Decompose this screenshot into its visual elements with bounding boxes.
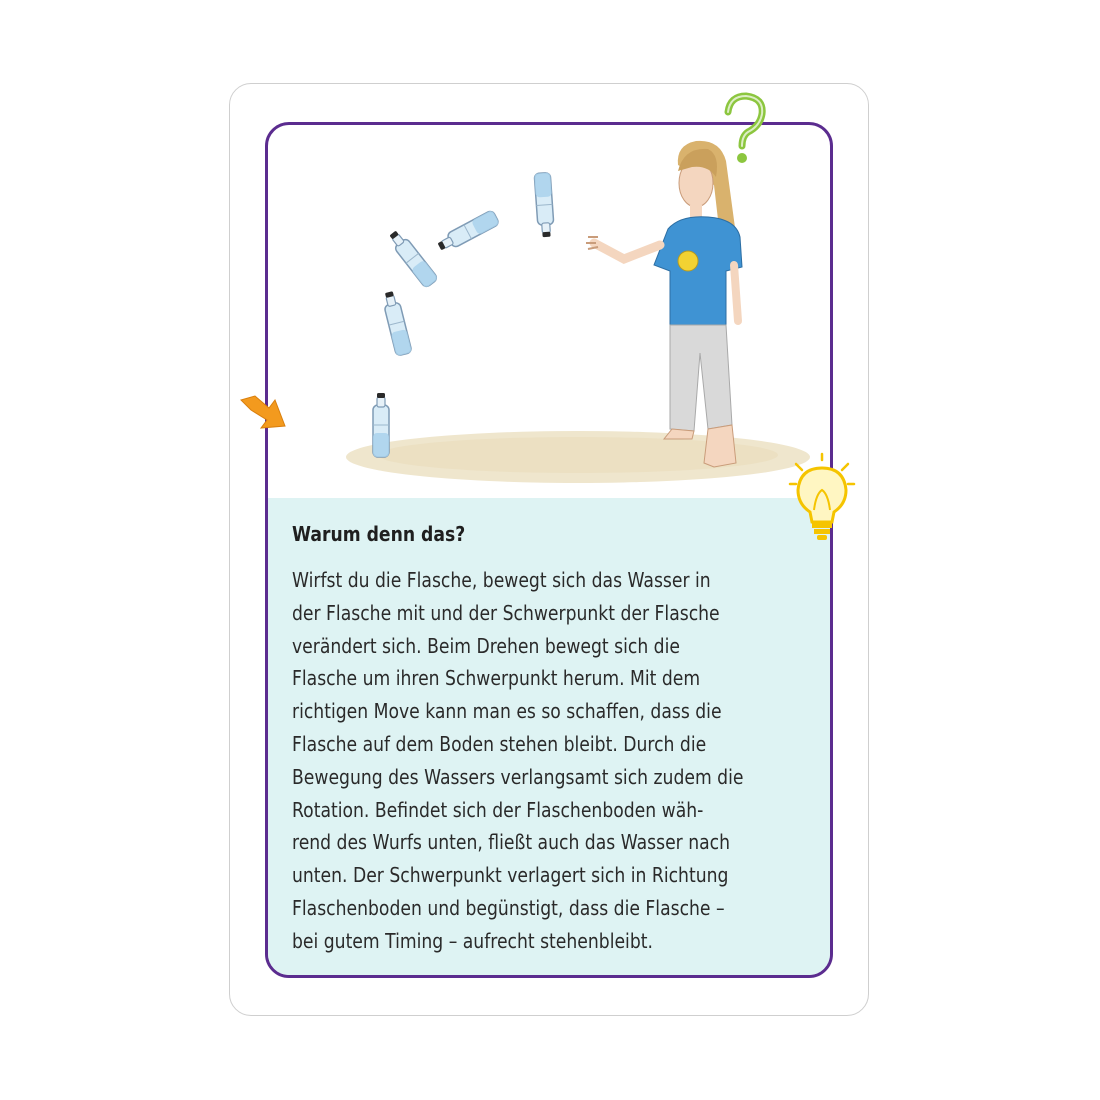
bottle-standing — [373, 393, 389, 457]
arrow-icon — [239, 392, 289, 432]
text-line: richtigen Move kann man es so schaffen, dass die — [292, 699, 722, 724]
text-line: rend des Wurfs unten, fließt auch das Wasser nach — [292, 830, 730, 855]
illustration-bottle-flip — [268, 125, 830, 499]
text-line: Bewegung des Wassers verlangsamt sich zudem die — [292, 764, 744, 789]
bottle-flip-4 — [534, 173, 554, 238]
text-line: unten. Der Schwerpunkt verlagert sich in Richtung — [292, 863, 729, 888]
bottle-flip-2 — [386, 228, 438, 288]
text-line: Wirfst du die Flasche, bewegt sich das Wasser in — [292, 568, 711, 592]
person-throwing — [586, 141, 742, 467]
text-line: Rotation. Befindet sich der Flaschenboden wäh- — [292, 797, 704, 822]
question-mark-icon — [718, 92, 770, 168]
card-heading: Warum denn das? — [292, 522, 466, 546]
lightbulb-icon — [786, 450, 858, 544]
bottle-flip-1 — [381, 290, 412, 356]
text-line: bei gutem Timing – aufrecht stehenbleibt. — [292, 928, 653, 953]
text-line: Flaschenboden und begünstigt, dass die Flasche – — [292, 895, 725, 920]
text-line: Flasche auf dem Boden stehen bleibt. Durch die — [292, 731, 707, 756]
card-frame — [265, 122, 833, 978]
text-line: verändert sich. Beim Drehen bewegt sich die — [292, 633, 680, 658]
text-line: der Flasche mit und der Schwerpunkt der Flasche — [292, 600, 720, 625]
text-line: Flasche um ihren Schwerpunkt herum. Mit dem — [292, 666, 701, 691]
explanation-panel — [268, 498, 830, 975]
bottle-flip-3 — [436, 210, 500, 254]
explanation-text — [292, 564, 825, 958]
